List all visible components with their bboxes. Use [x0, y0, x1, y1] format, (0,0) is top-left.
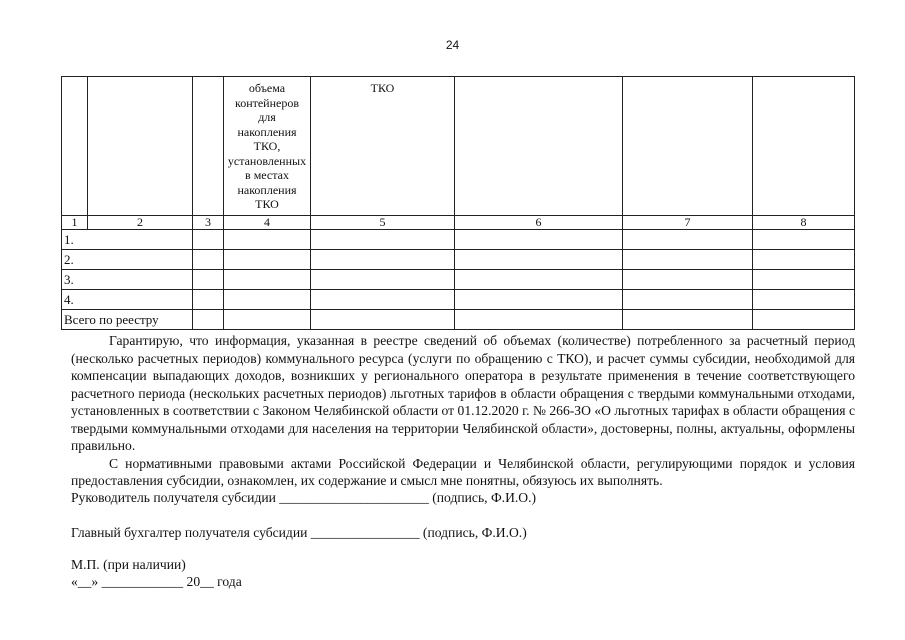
column-number: 5: [311, 216, 455, 230]
table-total-row: [62, 310, 855, 330]
table-cell: [753, 250, 855, 270]
header-cell: [193, 77, 224, 216]
page-number: 24: [445, 38, 460, 52]
header-cell-volume: [224, 77, 311, 216]
table-cell: [455, 230, 623, 250]
table-cell: [224, 310, 311, 330]
header-line: объема: [248, 81, 286, 95]
column-number: 7: [623, 216, 753, 230]
table-cell: [311, 290, 455, 310]
guarantee-paragraph: Гарантирую, что информация, указанная в реестре сведений об объемах (количестве) потребленного за расчетный период (несколько расчетных периодов) коммунального ресурса (услуги по обращению с ТКО), и расчет суммы субсидии, необходимой для компенсации выпадающих доходов, возникших у регионального оператора в результате применения в течение соответствующего расчетного периода (нескольких расчетных периодов) льготных тарифов в области обращения с твердыми коммунальными отходами, установленных в соответствии с Законом Челябинской области от 01.12.2020 г. № 266-ЗО «О льготных тарифах в области обращения с твердыми коммунальными отходами для населения на территории Челябинской области», достоверны, полны, актуальны, оформлены правильно.: [71, 333, 855, 453]
table-cell: [455, 270, 623, 290]
column-number: 6: [455, 216, 623, 230]
header-line: ТКО,: [253, 139, 281, 153]
header-cell: [753, 77, 855, 216]
row-label: 2.: [62, 250, 193, 270]
date-line: «__» ____________ 20__ года: [71, 574, 242, 589]
head-signature-line: Руководитель получателя субсидии ______________________ (подпись, Ф.И.О.): [71, 490, 537, 505]
column-number: 1: [62, 216, 88, 230]
header-cell-tko: [311, 77, 455, 216]
table-cell: [224, 270, 311, 290]
table-header-row: [62, 77, 855, 216]
table-cell: [193, 230, 224, 250]
table-row: [62, 290, 855, 310]
header-line: ТКО: [370, 81, 395, 95]
table-cell: [455, 310, 623, 330]
column-number: 4: [224, 216, 311, 230]
table-cell: [623, 310, 753, 330]
table-cell: [311, 250, 455, 270]
table-cell: [623, 230, 753, 250]
header-cell: [623, 77, 753, 216]
accountant-signature-line: Главный бухгалтер получателя субсидии ________________ (подпись, Ф.И.О.): [71, 525, 527, 540]
row-label: 4.: [62, 290, 193, 310]
table-cell: [311, 230, 455, 250]
table-cell: [311, 270, 455, 290]
header-line: накопления: [237, 124, 297, 139]
table-row: [62, 270, 855, 290]
stamp-note: М.П. (при наличии): [71, 557, 186, 572]
table-cell: [623, 250, 753, 270]
table-cell: [623, 290, 753, 310]
table-cell: [224, 250, 311, 270]
header-cell: [88, 77, 193, 216]
table-cell: [224, 230, 311, 250]
header-cell: [62, 77, 88, 216]
table-cell: [753, 310, 855, 330]
header-line: ТКО: [255, 197, 279, 211]
table-cell: [193, 290, 224, 310]
header-line: для: [258, 110, 276, 124]
header-line: установленных: [227, 153, 307, 168]
header-line: в местах: [245, 168, 289, 182]
row-label: 3.: [62, 270, 193, 290]
table-row: [62, 250, 855, 270]
table-cell: [753, 230, 855, 250]
header-line: накопления: [237, 182, 297, 197]
table-cell: [623, 270, 753, 290]
table-cell: [753, 270, 855, 290]
table-cell: [193, 310, 224, 330]
table-cell: [455, 250, 623, 270]
table-cell: [193, 250, 224, 270]
row-label: 1.: [62, 230, 193, 250]
table-cell: [224, 290, 311, 310]
column-number: 3: [193, 216, 224, 230]
registry-table: [61, 76, 855, 330]
column-number: 8: [753, 216, 855, 230]
table-row: [62, 230, 855, 250]
table-cell: [193, 270, 224, 290]
table-cell: [455, 290, 623, 310]
guarantee-text: [71, 332, 855, 490]
header-line: контейнеров: [234, 95, 300, 110]
table-cell: [753, 290, 855, 310]
total-label: Всего по реестру: [62, 310, 193, 330]
header-cell: [455, 77, 623, 216]
acknowledgement-paragraph: С нормативными правовыми актами Российской Федерации и Челябинской области, регулирующими порядок и условия предоставления субсидии, ознакомлен, их содержание и смысл мне понятны, обязуюсь их выполнять.: [71, 455, 855, 488]
table-cell: [311, 310, 455, 330]
column-number-row: [62, 216, 855, 230]
column-number: 2: [88, 216, 193, 230]
